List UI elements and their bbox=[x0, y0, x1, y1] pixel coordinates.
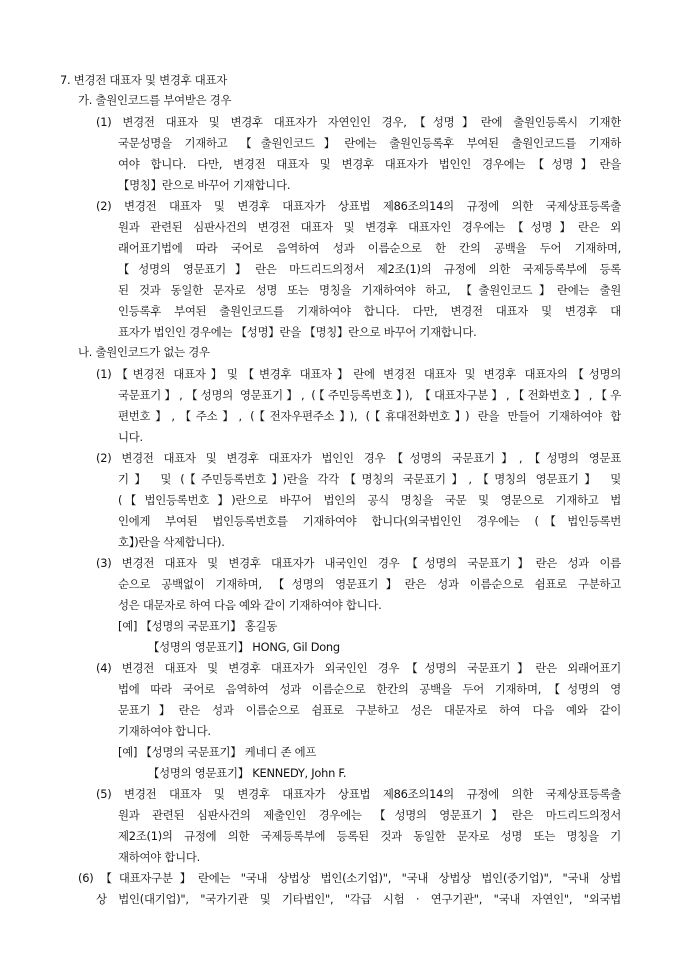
text-line: 7. 변경전 대표자 및 변경후 대표자 bbox=[60, 73, 228, 87]
text-line: 표자가 법인인 경우에는 【성명】란을 【명칭】란으로 바꾸어 기재합니다. bbox=[118, 325, 477, 339]
text-line: 제2조(1)의 규정에 의한 국제등록부에 등록된 것과 동일한 문자로 성명 또는 명칭을 기 bbox=[118, 829, 621, 843]
text-line: (2) 변경전 대표자 및 변경후 대표자가 법인인 경우【성명의 국문표기】,【성명의 영문표 bbox=[96, 451, 621, 465]
text-line: (1)【변경전 대표자】및【변경후 대표자】란에 변경전 대표자 및 변경후 대표자의【성명의 bbox=[96, 367, 621, 381]
text-line: 【성명의 영문표기】 HONG, Gil Dong bbox=[148, 640, 340, 654]
text-line: 상 법인(대기업)", "국가기관 및 기타법인", "각급 시험 · 연구기관", "국내 자연인", "외국법 bbox=[96, 892, 621, 906]
text-line: 국문표기】,【성명의 영문표기】, (【주민등록번호】), 【대표자구분】,【전화번호】,【우 bbox=[118, 388, 621, 402]
text-line: 【성명의 영문표기】 KENNEDY, John F. bbox=[148, 766, 347, 780]
text-line: 편번호】,【주소】, (【전자우편주소】), (【휴대전화번호】) 란을 만들어 기재하여야 합 bbox=[118, 409, 621, 423]
text-line: (1) 변경전 대표자 및 변경후 대표자가 자연인인 경우,【성명】란에 출원인등록시 기재한 bbox=[96, 115, 621, 129]
text-line: 재하여야 합니다. bbox=[118, 850, 201, 864]
text-line: (5) 변경전 대표자 및 변경후 대표자가 상표법 제86조의14의 규정에 의한 국제상표등록출 bbox=[96, 787, 621, 801]
text-line: 【명칭】란으로 바꾸어 기재합니다. bbox=[118, 178, 291, 192]
text-line: [예] 【성명의 국문표기】 홍길동 bbox=[118, 619, 278, 633]
text-line: 법에 따라 국어로 음역하여 성과 이름순으로 한칸의 공백을 두어 기재하며,【성명의 영 bbox=[118, 682, 621, 696]
text-line: 니다. bbox=[118, 430, 143, 444]
text-line: 인에게 부여된 법인등록번호를 기재하여야 합니다(외국법인인 경우에는 (【법인등록번 bbox=[118, 514, 621, 528]
text-line: 된 것과 동일한 문자로 성명 또는 명칭을 기재하여야 하고, 【출원인코드】란에는 출원 bbox=[118, 283, 621, 297]
text-line: 인등록후 부여된 출원인코드를 기재하여야 합니다. 다만, 변경전 대표자 및 변경후 대 bbox=[118, 304, 621, 318]
text-line: [예] 【성명의 국문표기】 케네디 존 에프 bbox=[118, 745, 317, 759]
text-line: (2) 변경전 대표자 및 변경후 대표자가 상표법 제86조의14의 규정에 의한 국제상표등록출 bbox=[96, 199, 621, 213]
text-line: 성은 대문자로 하여 다음 예와 같이 기재하여야 합니다. bbox=[118, 598, 382, 612]
text-line: 나. 출원인코드가 없는 경우 bbox=[78, 345, 210, 359]
text-line: 여야 합니다. 다만, 변경전 대표자 및 변경후 대표자가 법인인 경우에는【성명】란을 bbox=[118, 157, 621, 171]
text-line: (6)【대표자구분】란에는 "국내 상법상 법인(소기업)", "국내 상법상 법인(중기업)", "국내 상법 bbox=[78, 871, 621, 885]
text-line: 순으로 공백없이 기재하며, 【성명의 영문표기】란은 성과 이름순으로 쉼표로 구분하고 bbox=[118, 577, 621, 591]
text-line: 【성명의 영문표기】란은 마드리드의정서 제2조(1)의 규정에 의한 국제등록부에 등록 bbox=[118, 262, 621, 276]
text-line: (3) 변경전 대표자 및 변경후 대표자가 내국인인 경우【성명의 국문표기】란은 성과 이름 bbox=[96, 556, 621, 570]
text-line: 문표기】란은 성과 이름순으로 쉼표로 구분하고 성은 대문자로 하여 다음 예와 같이 bbox=[118, 703, 621, 717]
text-line: (【법인등록번호】)란으로 바꾸어 법인의 공식 명칭을 국문 및 영문으로 기재하고 법 bbox=[118, 493, 621, 507]
text-line: (4) 변경전 대표자 및 변경후 대표자가 외국인인 경우【성명의 국문표기】란은 외래어표기 bbox=[96, 661, 621, 675]
text-line: 래어표기법에 따라 국어로 음역하여 성과 이름순으로 한 칸의 공백을 두어 기재하며, bbox=[118, 241, 621, 255]
text-line: 호】)란을 삭제합니다). bbox=[118, 535, 225, 549]
text-line: 기재하여야 합니다. bbox=[118, 724, 211, 738]
text-line: 기】 및 (【주민등록번호】)란을 각각【명칭의 국문표기】,【명칭의 영문표기】 및 bbox=[118, 472, 621, 486]
text-line: 원과 관련된 심판사건의 변경전 대표자 및 변경후 대표자인 경우에는【성명】란은 외 bbox=[118, 220, 621, 234]
text-line: 국문성명을 기재하고 【출원인코드】란에는 출원인등록후 부여된 출원인코드를 기재하 bbox=[118, 136, 621, 150]
text-line: 가. 출원인코드를 부여받은 경우 bbox=[78, 93, 232, 107]
text-line: 원과 관련된 심판사건의 제출인인 경우에는 【성명의 영문표기】란은 마드리드의정서 bbox=[118, 808, 621, 822]
